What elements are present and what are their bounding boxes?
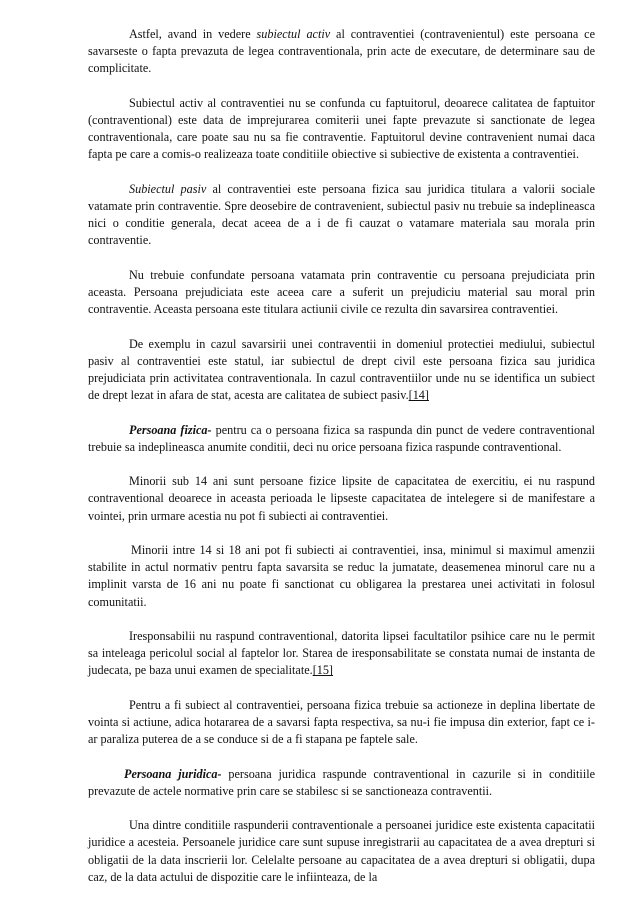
paragraph-persoana-prejudiciata: Nu trebuie confundate persoana vatamata prin contraventie cu persoana prejudiciata prin aceasta. Persoana prejudiciata este aceea care a suferit un prejudiciu material sau moral prin contraventie. Aceasta persoana este titulara actiunii civile ce rezulta din savarsirea contraventiei. <box>88 267 595 317</box>
paragraph-text: De exemplu in cazul savarsirii unei contraventii in domeniul protectiei mediului, subiectul pasiv al contraventiei este statul, iar subiectul de drept civil este persoana fizica sau juridica prejudiciata prin activitatea contraventionala. In cazul contraventiilor unde nu se identifica un subiect de drept lezat in afara de stat, acesta are calitatea de subiect pasiv. <box>88 336 595 403</box>
paragraph-capacitate-juridica: Una dintre conditiile raspunderii contraventionale a persoanei juridice este existenta capacitatii juridice a acesteia. Persoanele juridice care sunt supuse inregistrarii au capacitatea de a avea drepturi si obligatii de la data inscrierii lor. Celelalte persoane au capacitatea de a avea drepturi si obligatii, dupa caz, de la data actului de dispozitie care le infiinteaza, de la <box>88 818 595 884</box>
paragraph-text: persoana juridica raspunde contraventional in cazurile si in conditiile prevazute de actele normative prin care se stabilesc si se sanctioneaza contraventii. <box>88 766 596 798</box>
paragraph-persoana-juridica <box>88 766 595 800</box>
paragraph-libertate-vointa: Pentru a fi subiect al contraventiei, persoana fizica trebuie sa actioneze in deplina libertate de vointa si actiune, adica hotararea de a savarsi fapta respectiva, sa nu-i fie impusa din exterior, fapt ce i-ar paraliza puterea de a se conduce si de a fi stapana pe faptele sale. <box>88 697 595 747</box>
paragraph-iresponsabili <box>88 628 595 680</box>
italic-term: Subiectul pasiv <box>129 181 207 196</box>
italic-term: subiectul activ <box>256 27 331 41</box>
paragraph-text: al contraventiei (contravenientul) este persoana ce savarseste o fapta prevazuta de legea contraventionala, prin acte de executare, de determinare sau de complicitate. <box>88 27 596 76</box>
paragraph-text: Iresponsabilii nu raspund contraventional, datorita lipsei facultatilor psihice care nu le permit sa inteleaga pericolul social al faptelor lor. Starea de iresponsabilitate se constata numai de instanta de judecata, pe baza unui examen de specialitate. <box>88 628 595 678</box>
document-page <box>88 26 595 886</box>
paragraph-persoana-fizica <box>88 422 595 456</box>
paragraph-faptuitor: Subiectul activ al contraventiei nu se confunda cu faptuitorul, deoarece calitatea de faptuitor (contraventional) este data de imprejurarea comiterii unei fapte prevazute si sanctionate de legea contraventionala, care poate sau nu sa fie contraventie. Faptuitorul devine contravenient numai daca fapta pe care a comis-o realizeaza toate conditiile obiective si subiective de existenta a contraventiei. <box>88 95 595 162</box>
paragraph-text: pentru ca o persoana fizica sa raspunda din punct de vedere contraventional trebuie sa indeplineasca anumite conditii, deci nu orice persoana fizica raspunde contraventional. <box>88 422 595 454</box>
paragraph-subiect-activ <box>88 26 595 78</box>
paragraph-text: al contraventiei este persoana fizica sau juridica titulara a valorii sociale vatamate prin contraventie. Spre deosebire de contravenient, subiectul pasiv nu trebuie sa indeplineasca nici o conditie generala, decat aceea de a i de fi cauzat o vatamare materiala sau morala prin contraventie. <box>88 181 596 248</box>
paragraph-exemplu-mediu <box>88 336 595 405</box>
paragraph-subiect-pasiv <box>88 181 595 250</box>
footnote-link[interactable]: [15] <box>312 663 333 678</box>
paragraph-minori-14-18: Minorii intre 14 si 18 ani pot fi subiecti ai contraventiei, insa, minimul si maximul amenzii stabilite in actul normativ pentru fapta savarsita se reduc la jumatate, deasemenea minorul care nu a implinit varsta de 16 ani nu poate fi sanctionat cu obligarea la prestarea unei activitati in folosul comunitatii. <box>88 542 595 609</box>
bold-italic-heading: Persoana fizica- <box>129 422 212 437</box>
paragraph-minori-sub-14: Minorii sub 14 ani sunt persoane fizice lipsite de capacitatea de exercitiu, ei nu raspund contraventional deoarece in aceasta perioada le lipseste capacitatea de intelegere si de manifestare a vointei, prin urmare acestia nu pot fi subiecti ai contraventiei. <box>88 474 595 523</box>
paragraph-text: Astfel, avand in vedere <box>129 27 257 41</box>
bold-italic-heading: Persoana juridica- <box>124 766 222 781</box>
footnote-link[interactable]: [14] <box>408 388 429 403</box>
